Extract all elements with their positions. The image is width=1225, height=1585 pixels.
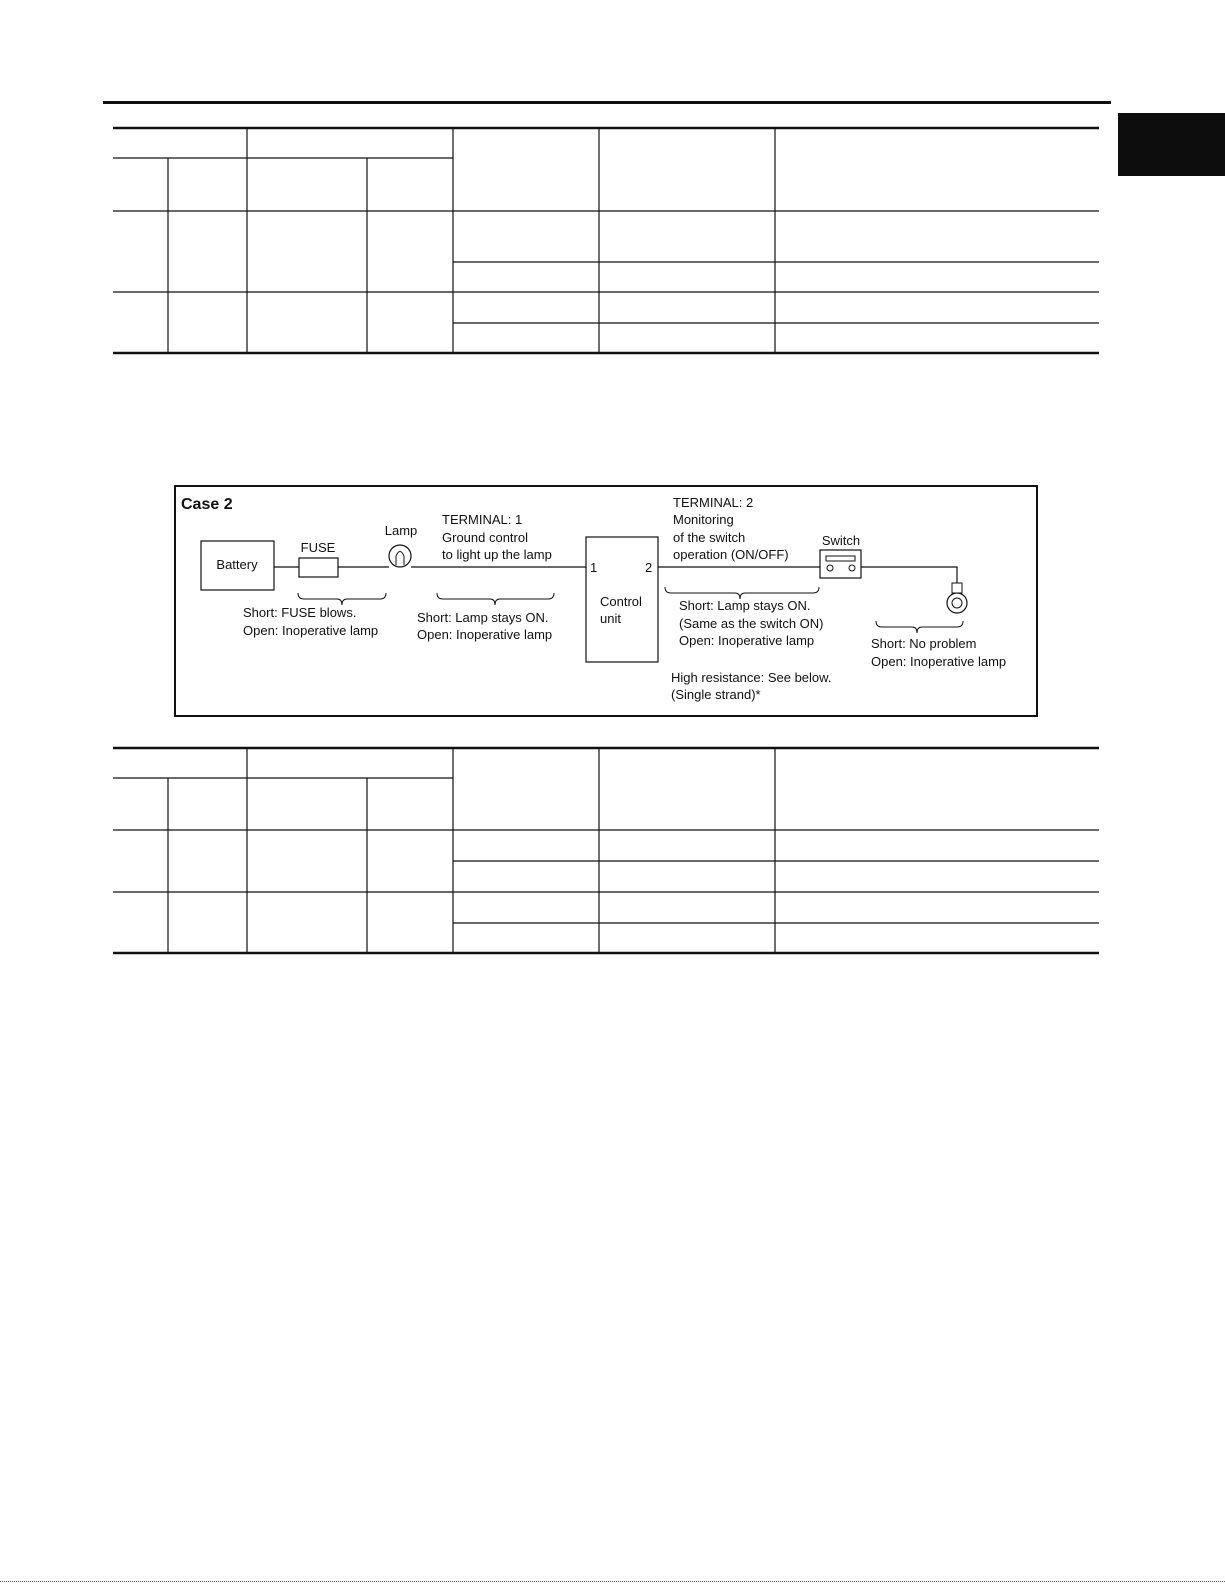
pin-2: 2 [645, 560, 653, 575]
fuse-icon [299, 558, 338, 577]
note-lamp-1: Short: Lamp stays ON. [417, 610, 549, 625]
lamp-icon [389, 545, 411, 567]
ground-icon [947, 583, 967, 613]
note-ground-1: Short: No problem [871, 636, 977, 651]
terminal2-line2: Monitoring [673, 512, 734, 527]
note-lamp-2: Open: Inoperative lamp [417, 627, 553, 642]
terminal1-line2: Ground control [442, 530, 528, 545]
brace-lamp [437, 593, 554, 605]
switch-icon [820, 550, 861, 578]
terminal2-line1: TERMINAL: 2 [673, 495, 754, 510]
brace-ground [876, 621, 963, 633]
table-bottom [113, 748, 1099, 953]
lamp-label: Lamp [384, 523, 418, 538]
terminal1-line1: TERMINAL: 1 [442, 512, 523, 527]
page-bottom-edge [0, 1581, 1225, 1582]
table-top [113, 128, 1099, 353]
brace-fuse [298, 593, 386, 605]
control-unit-line1: Control [600, 594, 642, 609]
terminal2-line3: of the switch [673, 530, 746, 545]
terminal2-line4: operation (ON/OFF) [673, 547, 789, 562]
switch-label: Switch [821, 533, 861, 548]
note-switch-2: (Same as the switch ON) [679, 616, 824, 631]
pin-1: 1 [590, 560, 598, 575]
note-high-resistance-2: (Single strand)* [671, 687, 761, 702]
terminal1-line3: to light up the lamp [442, 547, 552, 562]
control-unit-line2: unit [600, 611, 621, 626]
fuse-label: FUSE [300, 540, 336, 555]
battery-label: Battery [216, 557, 258, 572]
circuit-diagram [175, 486, 1037, 716]
note-high-resistance-1: High resistance: See below. [671, 670, 832, 685]
note-fuse-1: Short: FUSE blows. [243, 605, 357, 620]
case-title: Case 2 [181, 496, 233, 513]
note-fuse-2: Open: Inoperative lamp [243, 623, 379, 638]
note-switch-1: Short: Lamp stays ON. [679, 598, 811, 613]
note-switch-3: Open: Inoperative lamp [679, 633, 815, 648]
note-ground-2: Open: Inoperative lamp [871, 654, 1007, 669]
